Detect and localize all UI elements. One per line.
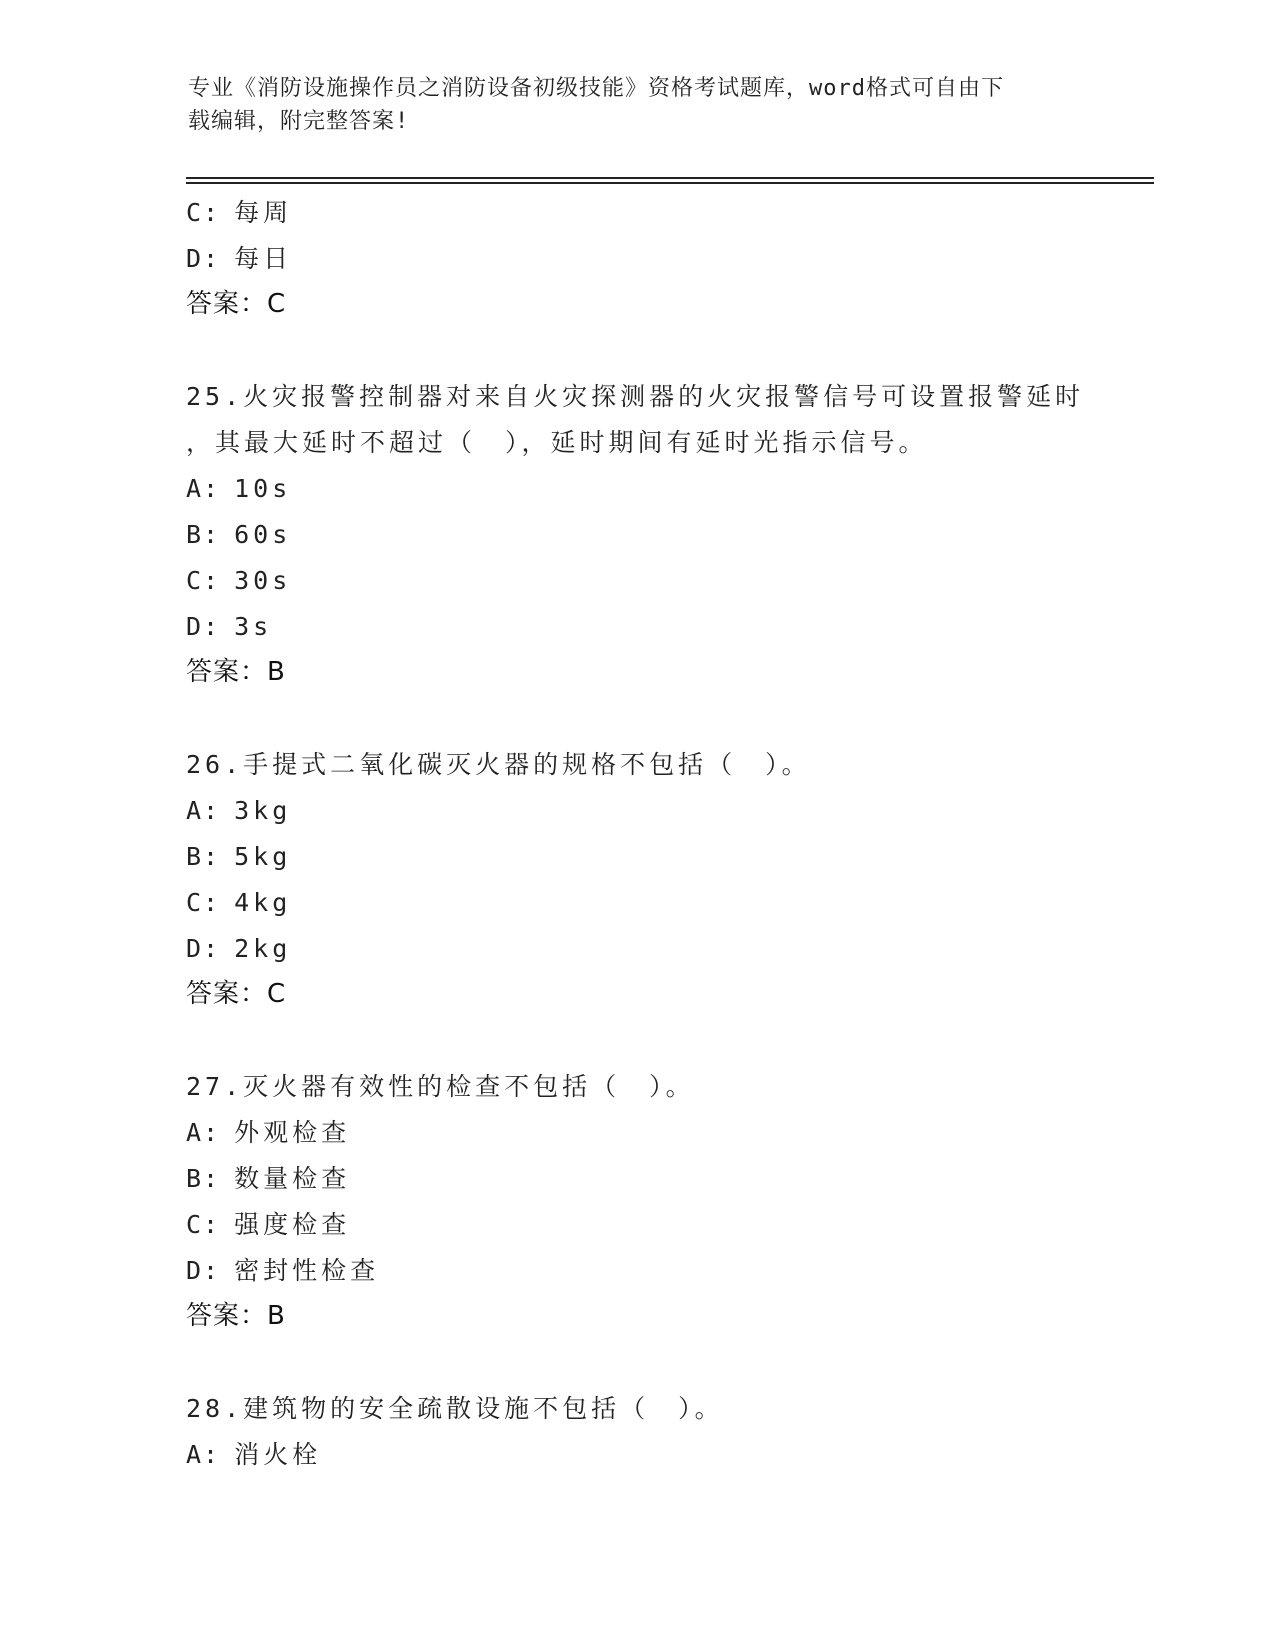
option-label: D: — [186, 934, 221, 963]
header-divider-bottom — [186, 182, 1154, 184]
answer-line: 答案：B — [186, 1301, 286, 1331]
option-label: B: — [186, 520, 221, 549]
option-line — [186, 1156, 1146, 1202]
answer-line: 答案：B — [186, 657, 286, 687]
question-text-line: 26.手提式二氧化碳灭火器的规格不包括（ ）。 — [186, 750, 811, 779]
option-label: A: — [186, 796, 221, 825]
option-label: C: — [186, 566, 221, 595]
option-text: 2kg — [234, 934, 292, 963]
question-text-line: 27.灭火器有效性的检查不包括（ ）。 — [186, 1072, 695, 1101]
option-label: C: — [186, 1210, 221, 1239]
option-line — [186, 1432, 1146, 1478]
option-label: B: — [186, 842, 221, 871]
option-label: A: — [186, 474, 221, 503]
option-text: 30s — [234, 566, 292, 595]
option-label: D: — [186, 1256, 221, 1285]
option-line — [186, 190, 1146, 236]
option-text: 3kg — [234, 796, 292, 825]
option-line — [186, 604, 1146, 650]
option-line — [186, 236, 1146, 282]
previous-question-tail — [186, 190, 1146, 326]
option-label: B: — [186, 1164, 221, 1193]
option-text: 外观检查 — [234, 1118, 351, 1147]
option-text: 强度检查 — [234, 1210, 351, 1239]
option-line — [186, 788, 1146, 834]
question-27 — [186, 1064, 1146, 1338]
option-line — [186, 926, 1146, 972]
option-label: D: — [186, 612, 221, 641]
option-label: A: — [186, 1440, 221, 1469]
question-text-line: ，其最大延时不超过（ ），延时期间有延时光指示信号。 — [186, 428, 928, 457]
option-line — [186, 558, 1146, 604]
option-label: C: — [186, 198, 221, 227]
option-line — [186, 880, 1146, 926]
option-text: 60s — [234, 520, 292, 549]
option-text: 10s — [234, 474, 292, 503]
option-text: 5kg — [234, 842, 292, 871]
option-line — [186, 512, 1146, 558]
question-26 — [186, 742, 1146, 1016]
option-line — [186, 1248, 1146, 1294]
option-line — [186, 1202, 1146, 1248]
question-28 — [186, 1386, 1146, 1478]
question-text-line: 25.火灾报警控制器对来自火灾探测器的火灾报警信号可设置报警延时 — [186, 382, 1085, 411]
option-label: D: — [186, 244, 221, 273]
option-line — [186, 466, 1146, 512]
option-line — [186, 834, 1146, 880]
option-text: 消火栓 — [234, 1440, 322, 1469]
document-body — [186, 190, 1146, 1478]
option-text: 3s — [234, 612, 273, 641]
page-header — [188, 72, 1068, 138]
header-line-1: 专业《消防设施操作员之消防设备初级技能》资格考试题库，word格式可自由下 — [188, 76, 1004, 101]
answer-line: 答案：C — [186, 289, 287, 319]
option-text: 4kg — [234, 888, 292, 917]
question-text-line: 28.建筑物的安全疏散设施不包括（ ）。 — [186, 1394, 724, 1423]
option-text: 密封性检查 — [234, 1256, 380, 1285]
option-text: 每周 — [234, 198, 293, 227]
option-text: 每日 — [234, 244, 293, 273]
header-line-2: 载编辑，附完整答案! — [188, 109, 410, 134]
header-divider-top — [186, 177, 1154, 179]
option-label: C: — [186, 888, 221, 917]
option-text: 数量检查 — [234, 1164, 351, 1193]
question-25 — [186, 374, 1146, 694]
option-label: A: — [186, 1118, 221, 1147]
answer-line: 答案：C — [186, 979, 287, 1009]
option-line — [186, 1110, 1146, 1156]
